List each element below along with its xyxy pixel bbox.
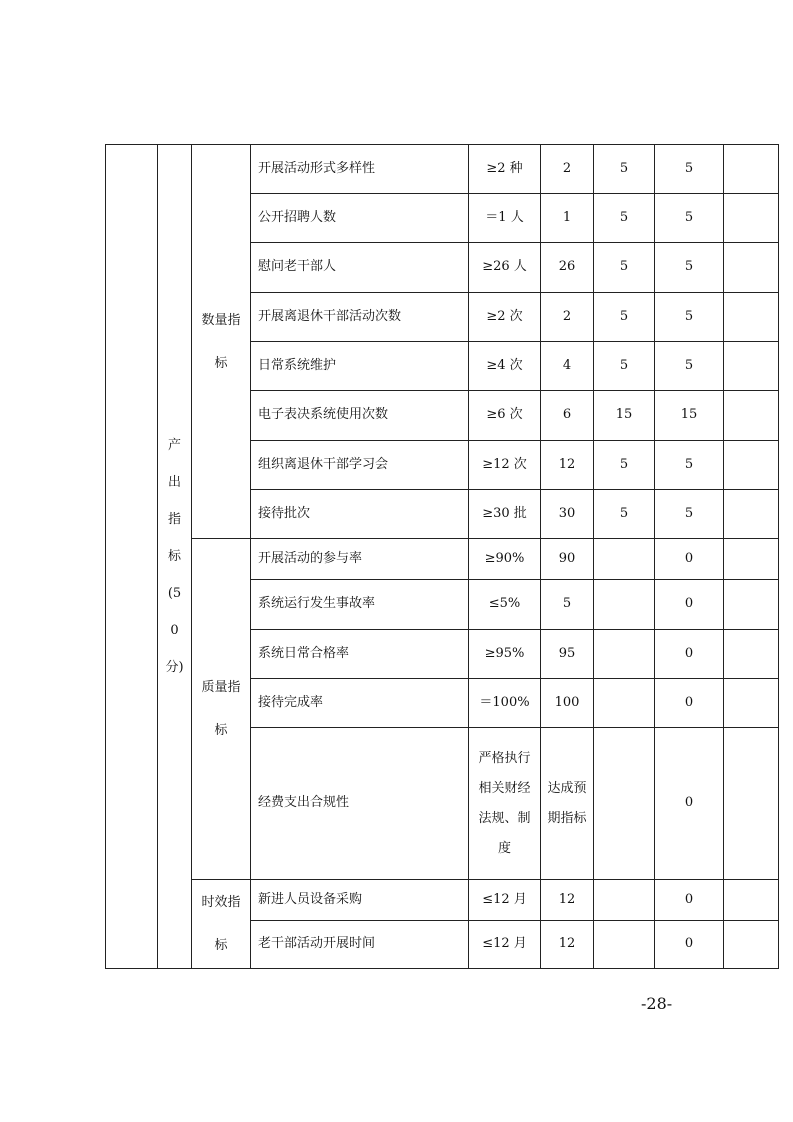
indicator-cell: 开展活动的参与率 (251, 539, 469, 580)
remark-cell (724, 679, 779, 728)
actual-cell: 6 (541, 391, 594, 441)
table-row (106, 145, 779, 194)
target-cell: ≥30 批 (469, 490, 541, 539)
category-label: 时效指标 (201, 895, 241, 953)
target-cell: ≥90% (469, 539, 541, 580)
remark-cell (724, 630, 779, 679)
target-cell: ≤12 月 (469, 880, 541, 921)
table-row (106, 539, 779, 580)
actual-cell: 12 (541, 880, 594, 921)
indicator-cell: 电子表决系统使用次数 (251, 391, 469, 441)
remark-cell (724, 293, 779, 342)
indicator-cell: 系统日常合格率 (251, 630, 469, 679)
weight-cell (594, 679, 655, 728)
weight-cell (594, 580, 655, 630)
target-cell: ≥26 人 (469, 243, 541, 293)
weight-cell: 5 (594, 243, 655, 293)
indicator-cell: 开展活动形式多样性 (251, 145, 469, 194)
weight-cell: 5 (594, 194, 655, 243)
score-cell: 5 (655, 243, 724, 293)
remark-cell (724, 921, 779, 969)
actual-cell: 12 (541, 441, 594, 490)
score-cell: 15 (655, 391, 724, 441)
remark-cell (724, 490, 779, 539)
category-cell (192, 539, 251, 880)
target-cell: ≥4 次 (469, 342, 541, 391)
weight-cell: 5 (594, 490, 655, 539)
target-cell: ≤12 月 (469, 921, 541, 969)
weight-cell (594, 539, 655, 580)
target-cell: ≥12 次 (469, 441, 541, 490)
actual-cell: 2 (541, 145, 594, 194)
indicator-cell: 公开招聘人数 (251, 194, 469, 243)
target-cell: ＝100% (469, 679, 541, 728)
weight-cell (594, 880, 655, 921)
score-cell: 0 (655, 880, 724, 921)
section-cell (158, 145, 192, 969)
actual-cell: 2 (541, 293, 594, 342)
actual-cell (541, 728, 594, 880)
indicator-cell: 日常系统维护 (251, 342, 469, 391)
category-cell (192, 880, 251, 969)
indicator-cell: 新进人员设备采购 (251, 880, 469, 921)
weight-cell: 15 (594, 391, 655, 441)
target-cell: ＝1 人 (469, 194, 541, 243)
indicator-cell: 组织离退休干部学习会 (251, 441, 469, 490)
remark-cell (724, 441, 779, 490)
indicator-cell: 系统运行发生事故率 (251, 580, 469, 630)
remark-cell (724, 580, 779, 630)
actual-cell: 4 (541, 342, 594, 391)
actual-cell: 30 (541, 490, 594, 539)
actual-cell: 90 (541, 539, 594, 580)
remark-cell (724, 194, 779, 243)
weight-cell: 5 (594, 342, 655, 391)
score-cell: 5 (655, 145, 724, 194)
category-label: 数量指标 (201, 312, 241, 371)
target-cell: ≤5% (469, 580, 541, 630)
score-cell: 0 (655, 679, 724, 728)
remark-cell (724, 145, 779, 194)
indicator-cell: 接待完成率 (251, 679, 469, 728)
actual-cell: 5 (541, 580, 594, 630)
score-cell: 0 (655, 580, 724, 630)
target-text: 严格执行相关财经法规、制度 (478, 750, 531, 856)
table-row (106, 880, 779, 921)
indicator-cell: 慰问老干部人 (251, 243, 469, 293)
indicator-cell: 老干部活动开展时间 (251, 921, 469, 969)
weight-cell: 5 (594, 145, 655, 194)
actual-cell: 12 (541, 921, 594, 969)
section-label: 产出指标(50分) (165, 438, 184, 675)
actual-cell: 95 (541, 630, 594, 679)
target-cell: ≥6 次 (469, 391, 541, 441)
remark-cell (724, 342, 779, 391)
weight-cell (594, 921, 655, 969)
target-cell: ≥2 次 (469, 293, 541, 342)
remark-cell (724, 880, 779, 921)
target-cell: ≥2 种 (469, 145, 541, 194)
category-cell (192, 145, 251, 539)
weight-cell: 5 (594, 293, 655, 342)
remark-cell (724, 243, 779, 293)
indicator-cell: 经费支出合规性 (251, 728, 469, 880)
score-cell: 5 (655, 342, 724, 391)
indicator-cell: 接待批次 (251, 490, 469, 539)
score-cell: 5 (655, 441, 724, 490)
indicator-cell: 开展离退休干部活动次数 (251, 293, 469, 342)
category-label: 质量指标 (201, 680, 241, 738)
score-cell: 0 (655, 630, 724, 679)
page-number: -28- (641, 994, 673, 1013)
remark-cell (724, 728, 779, 880)
blank-first-column (106, 145, 158, 969)
score-cell: 0 (655, 728, 724, 880)
remark-cell (724, 391, 779, 441)
score-cell: 5 (655, 293, 724, 342)
score-cell: 5 (655, 194, 724, 243)
actual-text: 达成预期指标 (547, 780, 587, 826)
weight-cell (594, 728, 655, 880)
target-cell: ≥95% (469, 630, 541, 679)
target-cell (469, 728, 541, 880)
actual-cell: 100 (541, 679, 594, 728)
performance-table (105, 144, 779, 969)
score-cell: 0 (655, 539, 724, 580)
actual-cell: 26 (541, 243, 594, 293)
score-cell: 0 (655, 921, 724, 969)
score-cell: 5 (655, 490, 724, 539)
remark-cell (724, 539, 779, 580)
weight-cell: 5 (594, 441, 655, 490)
actual-cell: 1 (541, 194, 594, 243)
weight-cell (594, 630, 655, 679)
